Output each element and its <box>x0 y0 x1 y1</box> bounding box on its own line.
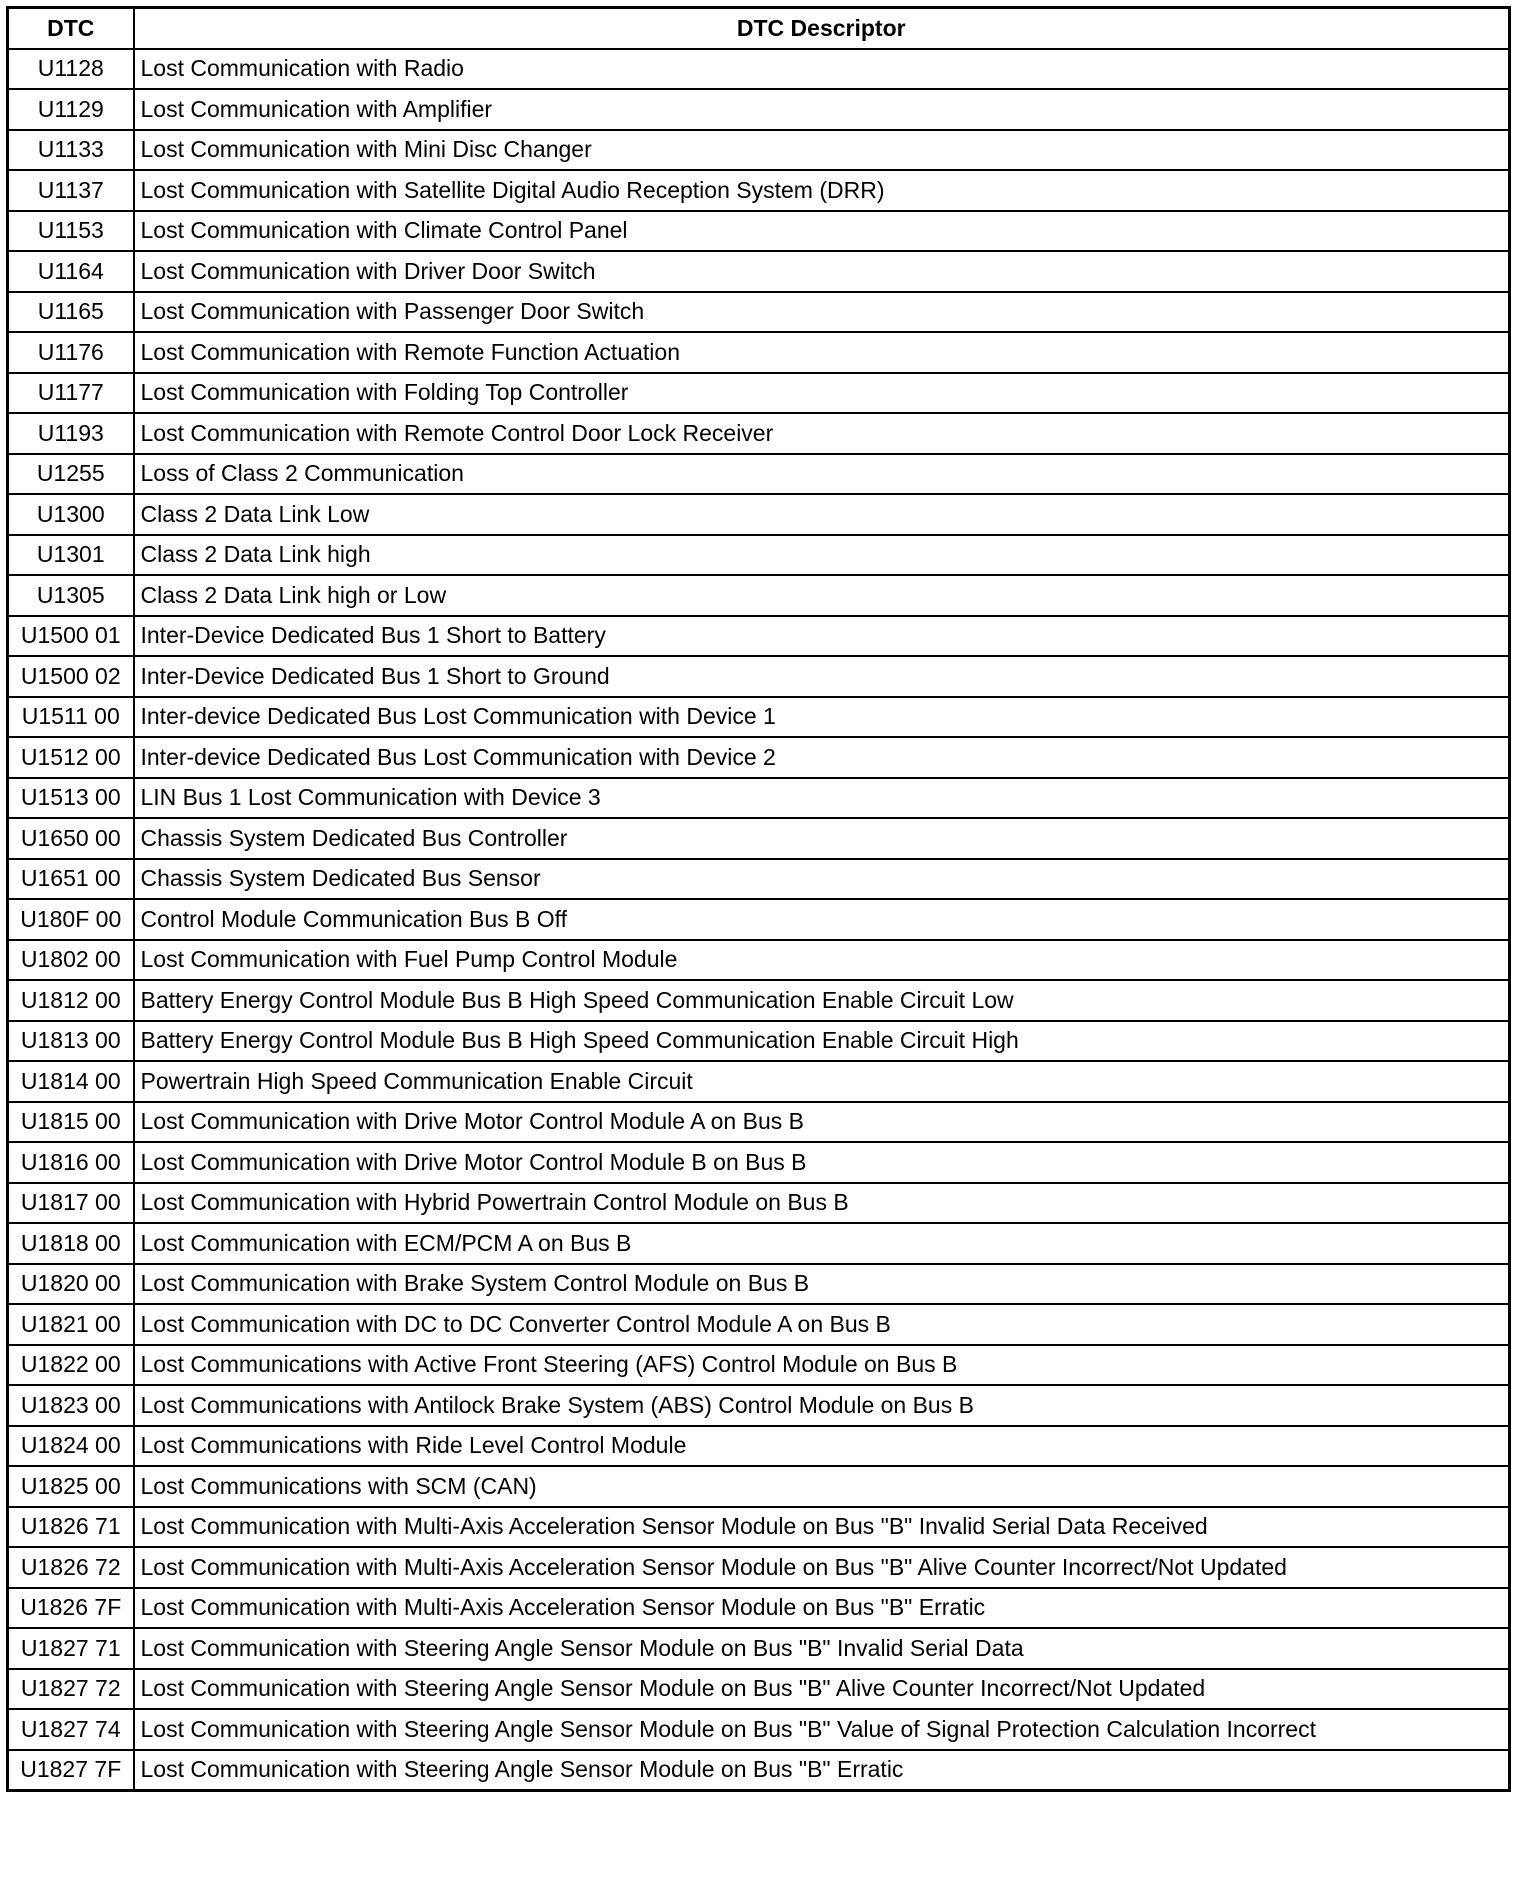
table-row <box>8 1304 1510 1345</box>
table-row <box>8 575 1510 616</box>
dtc-code-cell: U1818 00 <box>8 1223 134 1264</box>
dtc-code-cell: U1651 00 <box>8 859 134 900</box>
table-row <box>8 899 1510 940</box>
dtc-descriptor-cell: Lost Communication with Steering Angle Sensor Module on Bus "B" Alive Counter Incorrect/Not Updated <box>134 1669 1510 1710</box>
dtc-descriptor-cell: Lost Communication with Steering Angle Sensor Module on Bus "B" Value of Signal Protection Calculation Incorrect <box>134 1709 1510 1750</box>
dtc-code-cell: U1650 00 <box>8 818 134 859</box>
table-row <box>8 170 1510 211</box>
dtc-code-cell: U1827 7F <box>8 1750 134 1791</box>
dtc-code-cell: U1512 00 <box>8 737 134 778</box>
dtc-code-cell: U1813 00 <box>8 1021 134 1062</box>
dtc-descriptor-cell: Lost Communication with Satellite Digital Audio Reception System (DRR) <box>134 170 1510 211</box>
table-row <box>8 1628 1510 1669</box>
table-row <box>8 1507 1510 1548</box>
table-row <box>8 373 1510 414</box>
table-row <box>8 130 1510 171</box>
dtc-descriptor-cell: Powertrain High Speed Communication Enable Circuit <box>134 1061 1510 1102</box>
dtc-descriptor-cell: Lost Communications with SCM (CAN) <box>134 1466 1510 1507</box>
dtc-descriptor-cell: Lost Communication with Fuel Pump Control Module <box>134 940 1510 981</box>
dtc-descriptor-cell: Lost Communication with Brake System Control Module on Bus B <box>134 1264 1510 1305</box>
dtc-descriptor-cell: Lost Communications with Active Front Steering (AFS) Control Module on Bus B <box>134 1345 1510 1386</box>
dtc-descriptor-cell: Inter-device Dedicated Bus Lost Communication with Device 2 <box>134 737 1510 778</box>
dtc-code-cell: U1826 71 <box>8 1507 134 1548</box>
dtc-code-cell: U1823 00 <box>8 1385 134 1426</box>
dtc-descriptor-cell: Lost Communication with ECM/PCM A on Bus B <box>134 1223 1510 1264</box>
dtc-code-cell: U1827 71 <box>8 1628 134 1669</box>
table-row <box>8 49 1510 90</box>
table-row <box>8 1466 1510 1507</box>
table-row <box>8 1669 1510 1710</box>
table-row <box>8 89 1510 130</box>
dtc-descriptor-cell: Chassis System Dedicated Bus Sensor <box>134 859 1510 900</box>
dtc-descriptor-cell: Lost Communication with Steering Angle Sensor Module on Bus "B" Erratic <box>134 1750 1510 1791</box>
dtc-code-cell: U1802 00 <box>8 940 134 981</box>
table-body <box>8 49 1510 1791</box>
dtc-code-cell: U1164 <box>8 251 134 292</box>
table-row <box>8 494 1510 535</box>
dtc-code-cell: U1511 00 <box>8 697 134 738</box>
dtc-descriptor-cell: Inter-device Dedicated Bus Lost Communication with Device 1 <box>134 697 1510 738</box>
dtc-descriptor-cell: Lost Communication with Remote Function Actuation <box>134 332 1510 373</box>
table-row <box>8 1426 1510 1467</box>
dtc-code-cell: U180F 00 <box>8 899 134 940</box>
table-row <box>8 616 1510 657</box>
table-row <box>8 1183 1510 1224</box>
dtc-code-cell: U1500 02 <box>8 656 134 697</box>
dtc-descriptor-cell: Lost Communication with Remote Control Door Lock Receiver <box>134 413 1510 454</box>
dtc-descriptor-cell: Inter-Device Dedicated Bus 1 Short to Battery <box>134 616 1510 657</box>
table-row <box>8 1102 1510 1143</box>
table-row <box>8 1223 1510 1264</box>
dtc-descriptor-cell: Lost Communication with Hybrid Powertrain Control Module on Bus B <box>134 1183 1510 1224</box>
dtc-descriptor-cell: Lost Communication with Climate Control Panel <box>134 211 1510 252</box>
table-row <box>8 1385 1510 1426</box>
dtc-code-cell: U1513 00 <box>8 778 134 819</box>
table-row <box>8 1021 1510 1062</box>
table-row <box>8 211 1510 252</box>
dtc-descriptor-cell: Control Module Communication Bus B Off <box>134 899 1510 940</box>
dtc-descriptor-cell: Inter-Device Dedicated Bus 1 Short to Ground <box>134 656 1510 697</box>
dtc-code-cell: U1814 00 <box>8 1061 134 1102</box>
dtc-code-cell: U1827 74 <box>8 1709 134 1750</box>
dtc-descriptor-cell: Lost Communication with Mini Disc Changer <box>134 130 1510 171</box>
dtc-code-cell: U1128 <box>8 49 134 90</box>
table-row <box>8 980 1510 1021</box>
dtc-descriptor-cell: Lost Communication with Radio <box>134 49 1510 90</box>
dtc-descriptor-cell: Class 2 Data Link high or Low <box>134 575 1510 616</box>
dtc-descriptor-cell: Lost Communication with Multi-Axis Acceleration Sensor Module on Bus "B" Erratic <box>134 1588 1510 1629</box>
dtc-code-cell: U1816 00 <box>8 1142 134 1183</box>
header-dtc: DTC <box>8 8 134 49</box>
table-row <box>8 1061 1510 1102</box>
dtc-descriptor-cell: Lost Communication with Drive Motor Control Module A on Bus B <box>134 1102 1510 1143</box>
dtc-code-cell: U1824 00 <box>8 1426 134 1467</box>
dtc-descriptor-cell: Lost Communication with Drive Motor Control Module B on Bus B <box>134 1142 1510 1183</box>
table-row <box>8 413 1510 454</box>
dtc-descriptor-cell: Lost Communication with Steering Angle Sensor Module on Bus "B" Invalid Serial Data <box>134 1628 1510 1669</box>
dtc-code-cell: U1137 <box>8 170 134 211</box>
dtc-descriptor-cell: Chassis System Dedicated Bus Controller <box>134 818 1510 859</box>
dtc-descriptor-cell: Lost Communications with Ride Level Control Module <box>134 1426 1510 1467</box>
dtc-code-cell: U1176 <box>8 332 134 373</box>
dtc-code-cell: U1826 7F <box>8 1588 134 1629</box>
dtc-code-cell: U1129 <box>8 89 134 130</box>
dtc-descriptor-cell: Lost Communication with DC to DC Converter Control Module A on Bus B <box>134 1304 1510 1345</box>
dtc-descriptor-cell: Lost Communication with Amplifier <box>134 89 1510 130</box>
dtc-code-cell: U1826 72 <box>8 1547 134 1588</box>
table-row <box>8 697 1510 738</box>
table-row <box>8 332 1510 373</box>
dtc-code-cell: U1153 <box>8 211 134 252</box>
dtc-code-cell: U1300 <box>8 494 134 535</box>
dtc-descriptor-cell: Battery Energy Control Module Bus B High Speed Communication Enable Circuit High <box>134 1021 1510 1062</box>
dtc-descriptor-cell: Lost Communication with Multi-Axis Acceleration Sensor Module on Bus "B" Invalid Serial Data Received <box>134 1507 1510 1548</box>
table-row <box>8 859 1510 900</box>
table-row <box>8 656 1510 697</box>
dtc-code-cell: U1817 00 <box>8 1183 134 1224</box>
dtc-descriptor-cell: Loss of Class 2 Communication <box>134 454 1510 495</box>
header-row <box>8 8 1510 49</box>
dtc-descriptor-cell: Class 2 Data Link Low <box>134 494 1510 535</box>
table-row <box>8 1264 1510 1305</box>
dtc-code-cell: U1821 00 <box>8 1304 134 1345</box>
header-dtc-descriptor: DTC Descriptor <box>134 8 1510 49</box>
table-row <box>8 940 1510 981</box>
dtc-descriptor-cell: Class 2 Data Link high <box>134 535 1510 576</box>
dtc-table <box>6 6 1511 1792</box>
dtc-code-cell: U1301 <box>8 535 134 576</box>
dtc-descriptor-cell: Lost Communication with Folding Top Controller <box>134 373 1510 414</box>
table-header <box>8 8 1510 49</box>
dtc-code-cell: U1827 72 <box>8 1669 134 1710</box>
table-row <box>8 535 1510 576</box>
dtc-code-cell: U1500 01 <box>8 616 134 657</box>
table-row <box>8 1345 1510 1386</box>
table-row <box>8 818 1510 859</box>
table-row <box>8 1709 1510 1750</box>
table-row <box>8 1142 1510 1183</box>
dtc-code-cell: U1165 <box>8 292 134 333</box>
dtc-code-cell: U1193 <box>8 413 134 454</box>
dtc-code-cell: U1133 <box>8 130 134 171</box>
dtc-code-cell: U1825 00 <box>8 1466 134 1507</box>
table-row <box>8 1547 1510 1588</box>
dtc-descriptor-cell: Lost Communication with Multi-Axis Acceleration Sensor Module on Bus "B" Alive Counter Incorrect/Not Updated <box>134 1547 1510 1588</box>
dtc-code-cell: U1820 00 <box>8 1264 134 1305</box>
dtc-code-cell: U1812 00 <box>8 980 134 1021</box>
dtc-code-cell: U1822 00 <box>8 1345 134 1386</box>
dtc-descriptor-cell: Lost Communication with Passenger Door Switch <box>134 292 1510 333</box>
dtc-descriptor-cell: Lost Communication with Driver Door Switch <box>134 251 1510 292</box>
dtc-descriptor-cell: Battery Energy Control Module Bus B High Speed Communication Enable Circuit Low <box>134 980 1510 1021</box>
dtc-code-cell: U1305 <box>8 575 134 616</box>
dtc-descriptor-cell: Lost Communications with Antilock Brake System (ABS) Control Module on Bus B <box>134 1385 1510 1426</box>
table-row <box>8 454 1510 495</box>
dtc-descriptor-cell: LIN Bus 1 Lost Communication with Device 3 <box>134 778 1510 819</box>
dtc-code-cell: U1255 <box>8 454 134 495</box>
table-row <box>8 737 1510 778</box>
dtc-code-cell: U1815 00 <box>8 1102 134 1143</box>
table-row <box>8 292 1510 333</box>
dtc-code-cell: U1177 <box>8 373 134 414</box>
table-row <box>8 778 1510 819</box>
table-row <box>8 1750 1510 1791</box>
table-row <box>8 251 1510 292</box>
table-row <box>8 1588 1510 1629</box>
